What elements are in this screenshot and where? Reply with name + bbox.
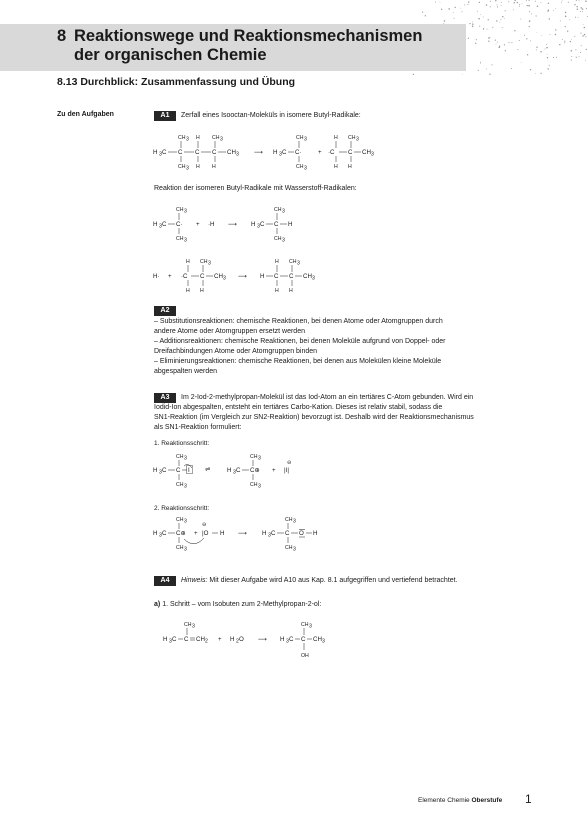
svg-text:C·: C·: [176, 221, 183, 228]
a3-step1-label: 1. Reaktionsschritt:: [154, 440, 210, 447]
svg-text:H: H: [153, 221, 158, 228]
svg-text:CH: CH: [196, 636, 205, 643]
svg-text:3: 3: [186, 165, 189, 172]
svg-text:⟶: ⟶: [238, 530, 247, 537]
svg-text:C: C: [289, 273, 294, 280]
svg-text:C: C: [260, 221, 265, 228]
footer-series-name: Elemente Chemie: [418, 797, 470, 804]
svg-text:C·: C·: [295, 149, 302, 156]
footer-level: Oberstufe: [471, 797, 503, 804]
svg-text:C: C: [274, 221, 279, 228]
svg-text:CH: CH: [227, 149, 236, 156]
list-item: abgespalten werden: [154, 368, 218, 375]
svg-text:·H: ·H: [208, 221, 215, 228]
svg-text:3: 3: [223, 275, 226, 282]
svg-text:3: 3: [186, 136, 189, 143]
svg-text:H: H: [289, 288, 293, 294]
svg-text:I: I: [188, 467, 190, 474]
svg-text:3: 3: [184, 237, 187, 244]
svg-text:CH: CH: [178, 135, 186, 141]
task-tag-a3: A3: [154, 393, 176, 403]
svg-text:+: +: [194, 530, 198, 537]
svg-text:CH: CH: [176, 517, 184, 523]
svg-text:H: H: [280, 636, 285, 643]
svg-text:3: 3: [159, 532, 162, 539]
svg-text:CH: CH: [250, 454, 258, 460]
svg-text:CH: CH: [176, 482, 184, 488]
svg-text:3: 3: [322, 638, 325, 645]
sn1-step2-equation: [150, 513, 330, 555]
a4-hint: [181, 576, 458, 586]
svg-text:3: 3: [184, 483, 187, 490]
svg-text:⟶: ⟶: [238, 273, 247, 280]
svg-text:3: 3: [169, 638, 172, 645]
svg-text:CH: CH: [348, 135, 356, 141]
a4-part-a-text: 1. Schritt – vom Isobuten zum 2-Methylpropan-2-ol:: [162, 601, 322, 608]
svg-text:⇌: ⇌: [205, 466, 211, 473]
svg-text:C: C: [162, 530, 167, 537]
svg-text:+: +: [318, 149, 322, 156]
svg-text:C: C: [212, 149, 217, 156]
svg-text:3: 3: [159, 223, 162, 230]
task-tag-a4: A4: [154, 576, 176, 586]
svg-text:3: 3: [233, 469, 236, 476]
svg-text:H: H: [251, 221, 256, 228]
svg-text:3: 3: [293, 546, 296, 553]
svg-text:3: 3: [309, 623, 312, 630]
task-tag-a1: A1: [154, 111, 176, 121]
svg-text:H: H: [196, 164, 200, 170]
svg-text:⟶: ⟶: [254, 149, 263, 156]
svg-text:⟶: ⟶: [228, 221, 237, 228]
svg-text:3: 3: [356, 136, 359, 143]
svg-text:CH: CH: [184, 622, 192, 628]
a3-step2-label: 2. Reaktionsschritt:: [154, 505, 210, 512]
svg-text:CH: CH: [296, 164, 304, 170]
svg-text:H: H: [334, 164, 338, 170]
svg-text:H: H: [288, 221, 293, 228]
sn1-step1-equation: [150, 450, 320, 494]
svg-text:3: 3: [184, 546, 187, 553]
svg-text:H: H: [186, 288, 190, 294]
svg-text:C⊕: C⊕: [176, 530, 186, 537]
svg-text:C: C: [285, 530, 290, 537]
svg-text:3: 3: [258, 455, 261, 462]
a3-text-line1: Im 2-Iod-2-methylpropan-Molekül ist das Iod-Atom an ein tertiäres C-Atom gebunden. Wird ein: [181, 394, 474, 401]
svg-text:H: H: [163, 636, 168, 643]
svg-text:CH: CH: [178, 164, 186, 170]
svg-text:3: 3: [371, 151, 374, 158]
svg-text:H: H: [230, 636, 235, 643]
svg-text:H: H: [153, 467, 158, 474]
svg-text:3: 3: [184, 518, 187, 525]
tert-butyl-radical-equation: [150, 203, 330, 245]
svg-text:+: +: [196, 221, 200, 228]
svg-text:CH: CH: [250, 482, 258, 488]
svg-text:C: C: [282, 149, 287, 156]
svg-text:H: H: [313, 530, 318, 537]
footer-series: [418, 797, 502, 804]
svg-text:3: 3: [208, 260, 211, 267]
svg-text:CH: CH: [176, 207, 184, 213]
section-title: 8.13 Durchblick: Zusammenfassung und Übung: [57, 76, 296, 88]
list-item: Dreifachbindungen Atome oder Atomgruppen binden: [154, 348, 318, 355]
list-item: andere Atome oder Atomgruppen ersetzt werden: [154, 328, 305, 335]
page-number: 1: [525, 792, 532, 806]
svg-text:H: H: [227, 467, 232, 474]
a4-part-a-label: a): [154, 601, 161, 608]
svg-text:·C: ·C: [328, 149, 335, 156]
list-item: – Eliminierungsreaktionen: chemische Reaktionen, bei denen aus Molekülen kleine Moleküle: [154, 358, 442, 365]
svg-text:CH: CH: [303, 273, 312, 280]
svg-text:O: O: [299, 530, 304, 537]
svg-text:·C: ·C: [181, 273, 188, 280]
svg-text:C: C: [162, 467, 167, 474]
isobutyl-radical-equation: [150, 255, 330, 297]
svg-text:3: 3: [312, 275, 315, 282]
svg-text:H: H: [153, 530, 158, 537]
svg-text:3: 3: [297, 260, 300, 267]
svg-text:3: 3: [159, 469, 162, 476]
svg-text:CH: CH: [200, 259, 208, 265]
a2-reaction-type-list: [154, 317, 445, 377]
svg-text:CH: CH: [214, 273, 223, 280]
list-item: – Additionsreaktionen: chemische Reaktionen, bei denen Moleküle aufgrund von Doppel- oder: [154, 338, 446, 345]
svg-text:CH: CH: [362, 149, 371, 156]
svg-text:H·: H·: [153, 273, 160, 280]
svg-text:3: 3: [257, 223, 260, 230]
svg-text:CH: CH: [274, 236, 282, 242]
svg-text:3: 3: [236, 151, 239, 158]
sidebar-label: Zu den Aufgaben: [57, 111, 114, 118]
chapter-number: 8: [57, 27, 67, 45]
a4-hint-text: Mit dieser Aufgabe wird A10 aus Kap. 8.1 aufgegriffen und vertiefend betrachtet.: [209, 577, 458, 584]
svg-text:CH: CH: [296, 135, 304, 141]
svg-text:C: C: [289, 636, 294, 643]
svg-text:CH: CH: [176, 545, 184, 551]
svg-text:H: H: [200, 288, 204, 294]
a4-part-a: [154, 600, 321, 610]
svg-text:3: 3: [293, 518, 296, 525]
svg-text:C: C: [162, 221, 167, 228]
svg-text:3: 3: [159, 151, 162, 158]
svg-text:C: C: [271, 530, 276, 537]
svg-text:C: C: [178, 149, 183, 156]
svg-text:3: 3: [184, 208, 187, 215]
svg-text:H: H: [334, 135, 338, 141]
svg-text:3: 3: [286, 638, 289, 645]
a4-hint-label: Hinweis:: [181, 577, 208, 584]
svg-text:3: 3: [184, 455, 187, 462]
svg-text:3: 3: [279, 151, 282, 158]
a1-reaction2-intro: Reaktion der isomeren Butyl-Radikale mit Wasserstoff-Radikalen:: [154, 185, 357, 192]
svg-text:C: C: [162, 149, 167, 156]
svg-text:CH: CH: [176, 236, 184, 242]
svg-text:CH: CH: [285, 517, 293, 523]
svg-text:CH: CH: [289, 259, 297, 265]
svg-text:3: 3: [304, 165, 307, 172]
svg-text:H: H: [260, 273, 265, 280]
svg-text:CH: CH: [274, 207, 282, 213]
svg-text:CH: CH: [285, 545, 293, 551]
svg-text:3: 3: [282, 208, 285, 215]
svg-text:3: 3: [268, 532, 271, 539]
svg-text:CH: CH: [176, 454, 184, 460]
svg-text:H: H: [196, 135, 200, 141]
svg-text:H: H: [153, 149, 158, 156]
svg-text:⊖: ⊖: [287, 460, 292, 466]
svg-text:CH: CH: [301, 622, 309, 628]
svg-text:H: H: [186, 259, 190, 265]
svg-text:3: 3: [304, 136, 307, 143]
svg-text:C: C: [184, 636, 189, 643]
svg-text:3: 3: [258, 483, 261, 490]
svg-text:+: +: [272, 467, 276, 474]
svg-text:⟶: ⟶: [258, 636, 267, 643]
svg-text:O: O: [239, 636, 244, 643]
chapter-title-line1: Reaktionswege und Reaktionsmechanismen: [74, 27, 423, 45]
svg-text:OH: OH: [301, 653, 309, 659]
isooctan-cleavage-equation: [150, 130, 380, 172]
svg-text:C: C: [200, 273, 205, 280]
svg-text:H: H: [273, 149, 278, 156]
svg-text:3: 3: [282, 237, 285, 244]
svg-text:3: 3: [192, 623, 195, 630]
list-item: – Substitutionsreaktionen: chemische Reaktionen, bei denen Atome oder Atomgruppen durch: [154, 318, 443, 325]
svg-text:C: C: [301, 636, 306, 643]
chapter-title-text: [74, 27, 422, 65]
svg-text:|I|: |I|: [284, 467, 289, 474]
a3-text-line4: als SN1-Reaktion formuliert:: [154, 424, 242, 431]
svg-text:C: C: [274, 273, 279, 280]
svg-text:|O: |O: [202, 530, 209, 537]
svg-text:2: 2: [236, 638, 239, 645]
svg-text:+: +: [218, 636, 222, 643]
a3-text-line2: Iodid-Ion abgespalten, entsteht ein tertiäres Carbo-Kation. Dieses ist relativ stabil, sodass die: [154, 404, 443, 411]
svg-text:C: C: [195, 149, 200, 156]
svg-text:C: C: [172, 636, 177, 643]
chapter-title-line2: der organischen Chemie: [74, 46, 267, 64]
svg-text:H: H: [212, 164, 216, 170]
svg-text:C: C: [176, 467, 181, 474]
a3-text-line3: SN1-Reaktion (im Vergleich zur SN2-Reaktion) bevorzugt ist. Deshalb wird der Reaktionsmechanismus: [154, 414, 474, 421]
a1-intro: Zerfall eines Isooctan-Moleküls in isomere Butyl-Radikale:: [181, 112, 361, 119]
svg-text:C: C: [348, 149, 353, 156]
svg-text:H: H: [275, 259, 279, 265]
isobutene-hydration-equation: [160, 618, 350, 664]
svg-text:⊖: ⊖: [202, 522, 207, 528]
svg-text:CH: CH: [212, 135, 220, 141]
svg-text:H: H: [275, 288, 279, 294]
svg-text:CH: CH: [313, 636, 322, 643]
svg-text:C: C: [236, 467, 241, 474]
svg-text:2: 2: [205, 638, 208, 645]
task-tag-a2: A2: [154, 306, 176, 316]
svg-text:+: +: [168, 273, 172, 280]
svg-text:H: H: [262, 530, 267, 537]
svg-text:3: 3: [220, 136, 223, 143]
svg-text:H: H: [220, 530, 225, 537]
svg-text:H: H: [348, 164, 352, 170]
svg-text:C⊕: C⊕: [250, 467, 260, 474]
